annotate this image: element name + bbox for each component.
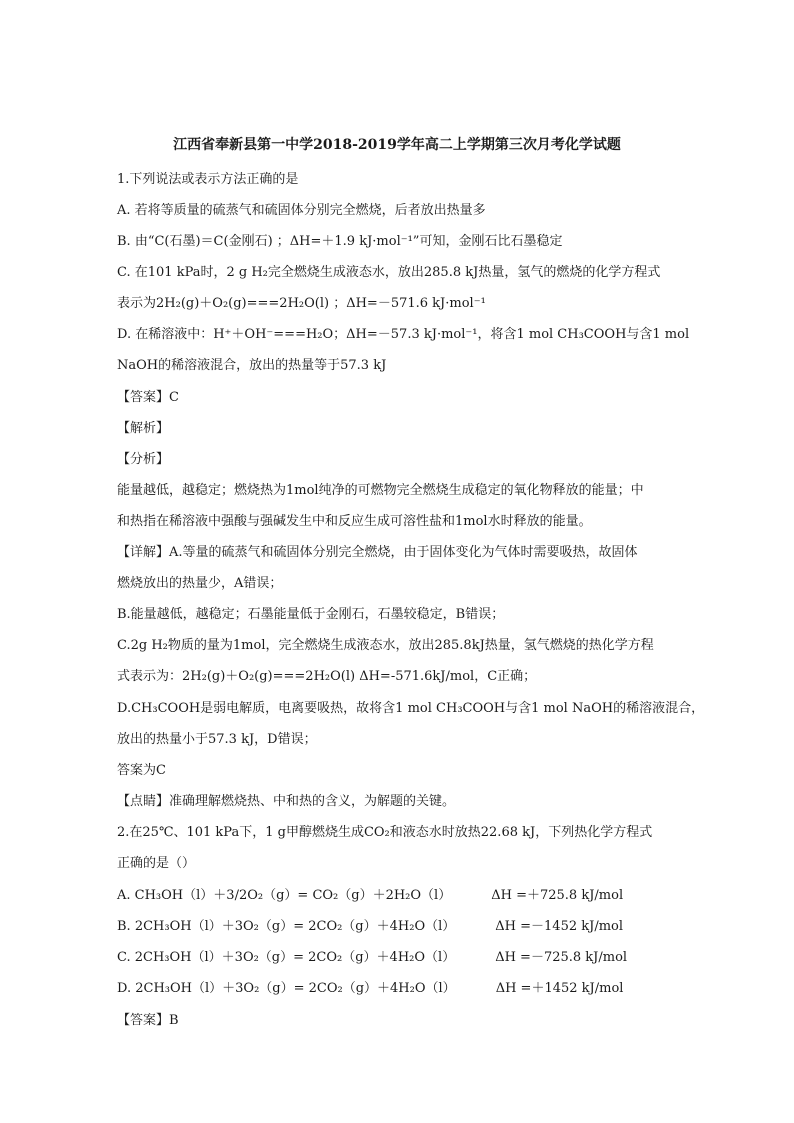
- q1-fenxi-heading: 【分析】: [117, 452, 170, 467]
- q1-detail-line6: D.CH₃COOH是弱电解质，电离要吸热，故将含1 mol CH₃COOH与含1 mol NaOH的稀溶液混合，: [117, 701, 705, 716]
- q2-answer: 【答案】B: [117, 1013, 179, 1028]
- q1-analysis-line2: 和热指在稀溶液中强酸与强碱发生中和反应生成可溶性盐和1mol水时释放的能量。: [117, 514, 592, 529]
- q2-option-a-enthalpy: ΔH =＋725.8 kJ/mol: [491, 888, 624, 903]
- q1-option-a: A. 若将等质量的硫蒸气和硫固体分别完全燃烧，后者放出热量多: [117, 203, 486, 218]
- q2-option-c-enthalpy: ΔH =－725.8 kJ/mol: [495, 950, 628, 965]
- q2-option-d: [117, 977, 623, 996]
- question-1-stem: 1.下列说法或表示方法正确的是: [117, 172, 299, 187]
- q2-option-b-equation: B. 2CH₃OH（l）＋3O₂（g）= 2CO₂（g）＋4H₂O（l）: [117, 919, 456, 934]
- question-2-stem-line1: 2.在25℃、101 kPa下，1 g甲醇燃烧生成CO₂和液态水时放热22.68 kJ，下列热化学方程式: [117, 825, 653, 840]
- q2-option-a: [117, 884, 623, 903]
- q2-option-c-equation: C. 2CH₃OH（l）＋3O₂（g）= 2CO₂（g）＋4H₂O（l）: [117, 950, 456, 965]
- q2-option-d-equation: D. 2CH₃OH（l）＋3O₂（g）= 2CO₂（g）＋4H₂O（l）: [117, 981, 456, 996]
- q2-option-c: [117, 946, 627, 965]
- q1-option-c-line1: C. 在101 kPa时，2 g H₂完全燃烧生成液态水，放出285.8 kJ热量，氢气的燃烧的化学方程式: [117, 265, 661, 280]
- q2-option-d-enthalpy: ΔH =＋1452 kJ/mol: [495, 981, 624, 996]
- q1-detail-line7: 放出的热量小于57.3 kJ，D错误；: [117, 732, 317, 747]
- q2-option-b: [117, 915, 623, 934]
- q1-analysis-line1: 能量越低，越稳定；燃烧热为1mol纯净的可燃物完全燃烧生成稳定的氧化物释放的能量；中: [117, 483, 644, 498]
- q1-option-b: B. 由“C(石墨)＝C(金刚石) ；ΔH=＋1.9 kJ·mol⁻¹”可知，金刚石比石墨稳定: [117, 234, 563, 249]
- q1-final-answer: 答案为C: [117, 763, 166, 778]
- q1-option-d-line2: NaOH的稀溶液混合，放出的热量等于57.3 kJ: [117, 358, 387, 373]
- q2-option-a-equation: A. CH₃OH（l）＋3/2O₂（g）= CO₂（g）＋2H₂O（l）: [117, 888, 452, 903]
- question-2-stem-line2: 正确的是（）: [117, 856, 196, 871]
- q1-detail-line3: B.能量越低，越稳定；石墨能量低于金刚石，石墨较稳定，B错误；: [117, 607, 505, 622]
- q1-option-c-line2: 表示为2H₂(g)＋O₂(g)===2H₂O(l) ；ΔH=－571.6 kJ·mol⁻¹: [117, 296, 486, 311]
- q1-option-d-line1: D. 在稀溶液中：H⁺＋OH⁻===H₂O；ΔH=－57.3 kJ·mol⁻¹，将含1 mol CH₃COOH与含1 mol: [117, 327, 690, 342]
- page-title: 江西省奉新县第一中学2018-2019学年高二上学期第三次月考化学试题: [173, 137, 621, 153]
- q1-answer: 【答案】C: [117, 390, 179, 405]
- q1-dianjing: 【点睛】准确理解燃烧热、中和热的含义，为解题的关键。: [117, 794, 456, 809]
- q1-jiexi-heading: 【解析】: [117, 421, 170, 436]
- q1-detail-line1: 【详解】A.等量的硫蒸气和硫固体分别完全燃烧，由于固体变化为气体时需要吸热，故固体: [117, 545, 638, 560]
- q1-detail-line5: 式表示为：2H₂(g)＋O₂(g)===2H₂O(l) ΔH=-571.6kJ/mol，C正确；: [117, 669, 537, 684]
- q2-option-b-enthalpy: ΔH =－1452 kJ/mol: [495, 919, 624, 934]
- q1-detail-line2: 燃烧放出的热量少，A错误；: [117, 576, 283, 591]
- q1-detail-line4: C.2g H₂物质的量为1mol，完全燃烧生成液态水，放出285.8kJ热量，氢气燃烧的热化学方程: [117, 638, 654, 653]
